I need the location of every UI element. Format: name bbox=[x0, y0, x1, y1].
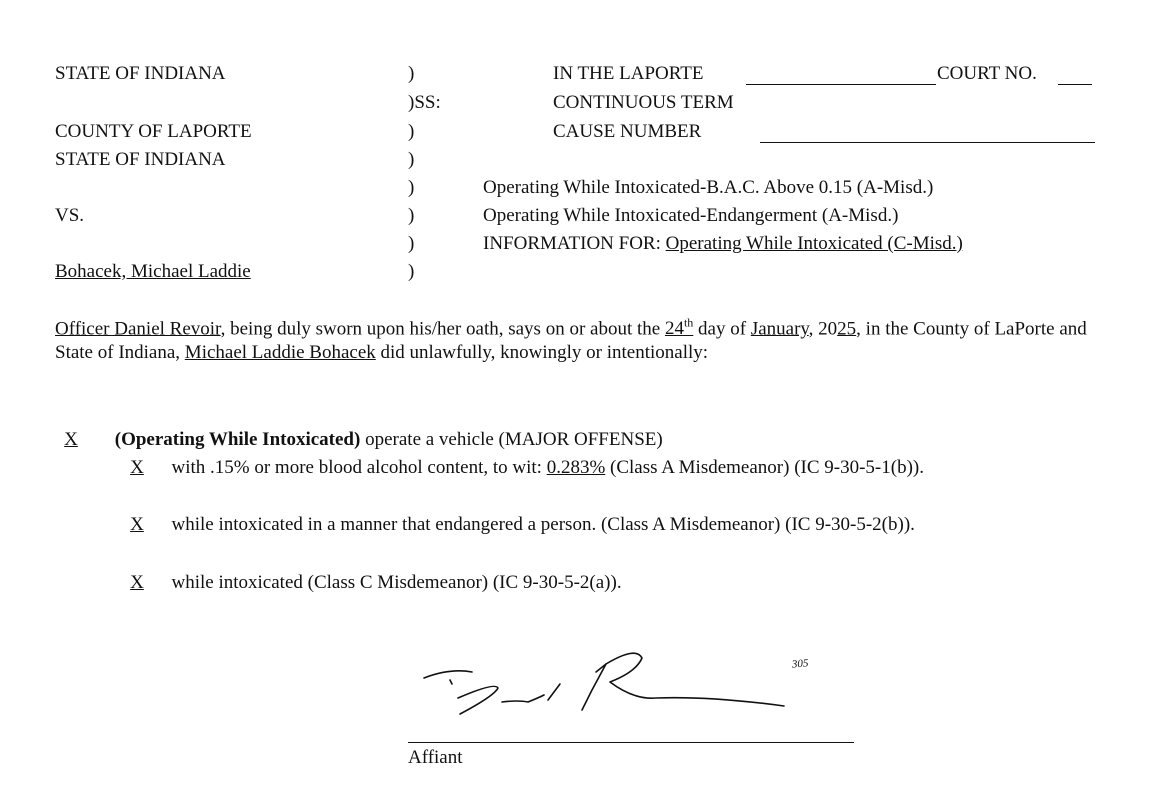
body-text: did unlawfully, knowingly or intentionally: bbox=[375, 342, 709, 364]
charge-sub-2-mark: X bbox=[130, 514, 144, 535]
court-suffix: COURT NO. bbox=[937, 63, 1037, 84]
charge-main-label: (Operating While Intoxicated) bbox=[114, 429, 361, 450]
caption-defendant: Bohacek, Michael Laddie bbox=[55, 261, 251, 282]
charge-sub-3-mark: X bbox=[130, 572, 144, 593]
caption-vs: VS. bbox=[55, 205, 85, 226]
caption-state-2: STATE OF INDIANA bbox=[55, 149, 226, 170]
caption-paren: ) bbox=[408, 261, 415, 282]
caption-paren: ) bbox=[408, 149, 415, 170]
offense-month: January bbox=[750, 318, 809, 340]
charge-sub-1-mark: X bbox=[130, 457, 144, 478]
body-text: day of bbox=[693, 318, 751, 340]
caption-paren-ss: )SS: bbox=[408, 92, 441, 113]
body-text: , in the County of LaPorte and State of Indiana, bbox=[55, 318, 1087, 364]
affiant-signature bbox=[410, 640, 860, 730]
charge-sub-3 bbox=[112, 571, 622, 595]
information-for-value: Operating While Intoxicated (C-Misd.) bbox=[665, 233, 963, 254]
information-for bbox=[483, 232, 963, 256]
caption-county: COUNTY OF LAPORTE bbox=[55, 121, 252, 142]
caption-state: STATE OF INDIANA bbox=[55, 63, 226, 84]
body-text: , being duly sworn upon his/her oath, says on or about the bbox=[220, 318, 665, 340]
caption-paren: ) bbox=[408, 177, 415, 198]
officer-name: Officer Daniel Revoir bbox=[55, 318, 221, 340]
continuous-term: CONTINUOUS TERM bbox=[553, 92, 734, 113]
defendant-name: Michael Laddie Bohacek bbox=[184, 342, 376, 364]
charge-sub-1 bbox=[112, 456, 1112, 480]
court-name-blank bbox=[746, 84, 936, 85]
day-suffix: th bbox=[683, 316, 694, 330]
court-prefix: IN THE LAPORTE bbox=[553, 63, 704, 84]
offense-day bbox=[665, 318, 693, 339]
bac-value: 0.283% bbox=[546, 457, 606, 478]
signature-line bbox=[408, 742, 854, 743]
caption-paren: ) bbox=[408, 63, 415, 84]
offense-year-suffix: 25 bbox=[837, 318, 857, 340]
day-number: 24 bbox=[664, 318, 684, 340]
caption-paren: ) bbox=[408, 233, 415, 254]
caption-paren: ) bbox=[408, 205, 415, 226]
count-2: Operating While Intoxicated-Endangerment (A-Misd.) bbox=[483, 205, 899, 226]
charge-main-mark: X bbox=[64, 429, 78, 450]
affidavit-paragraph bbox=[55, 316, 1120, 365]
count-1: Operating While Intoxicated-B.A.C. Above 0.15 (A-Misd.) bbox=[483, 177, 934, 198]
charge-sub-1-text: (Class A Misdemeanor) (IC 9-30-5-1(b)). bbox=[605, 457, 924, 478]
charge-sub-3-text: while intoxicated (Class C Misdemeanor) (IC 9-30-5-2(a)). bbox=[171, 572, 622, 593]
affiant-label: Affiant bbox=[408, 747, 463, 768]
body-text: , 20 bbox=[808, 318, 838, 340]
charge-sub-2-text: while intoxicated in a manner that endangered a person. (Class A Misdemeanor) (IC 9-30-5-2(b)). bbox=[171, 514, 915, 535]
cause-number-blank bbox=[760, 142, 1095, 143]
charge-sub-2 bbox=[112, 513, 1112, 537]
charge-main-text: operate a vehicle (MAJOR OFFENSE) bbox=[360, 429, 663, 450]
caption-paren: ) bbox=[408, 121, 415, 142]
signature-badge-number: 305 bbox=[791, 657, 809, 671]
charge-sub-1-text: with .15% or more blood alcohol content, to wit: bbox=[171, 457, 547, 478]
cause-number-label: CAUSE NUMBER bbox=[553, 121, 702, 142]
information-for-label: INFORMATION FOR: bbox=[483, 233, 661, 254]
court-number-blank bbox=[1058, 84, 1092, 85]
charge-main bbox=[48, 428, 663, 452]
